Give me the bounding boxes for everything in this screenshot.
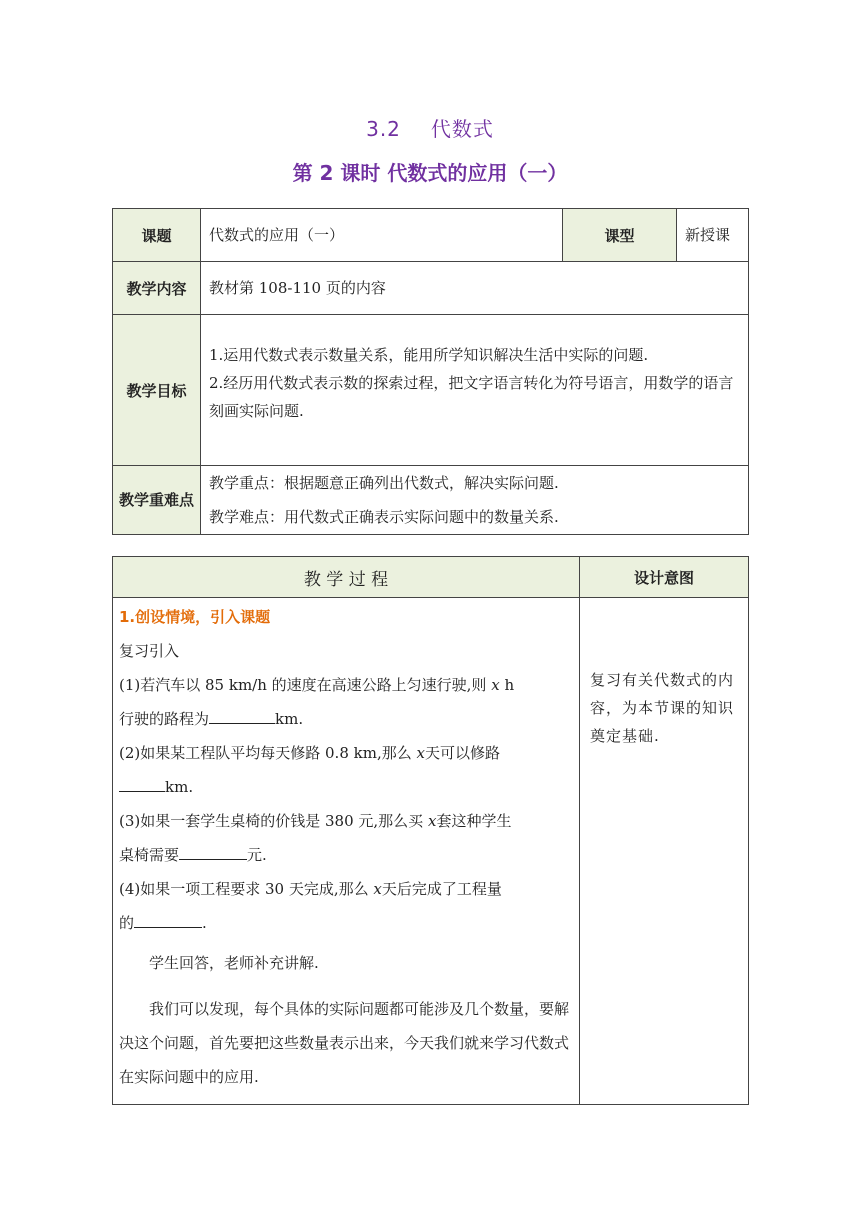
- lesson-title: 第 2 课时 代数式的应用（一）: [292, 161, 568, 185]
- q1-unit: km.: [275, 710, 304, 728]
- q2-var: x: [416, 744, 425, 762]
- focus-label: 教学重难点: [113, 466, 201, 535]
- answer-blank: [209, 705, 275, 724]
- question-3: [119, 804, 573, 872]
- content-value: 教材第 108-110 页的内容: [201, 262, 749, 315]
- focus-cell: [201, 466, 749, 535]
- question-2: [119, 736, 573, 804]
- q4-text-c: 的: [119, 914, 135, 932]
- q3-text-b: 套这种学生: [436, 812, 512, 830]
- process-header: 教 学 过 程: [113, 557, 580, 598]
- lesson-info-table: [112, 208, 749, 535]
- answer-note: 学生回答，老师补充讲解.: [149, 954, 319, 972]
- section-title: 代数式: [430, 117, 494, 141]
- q1-text-b: h: [499, 676, 515, 694]
- content-label: 教学内容: [113, 262, 201, 315]
- key-point: 教学重点：根据题意正确列出代数式，解决实际问题.: [209, 474, 559, 492]
- type-value: 新授课: [677, 209, 749, 262]
- process-content: [113, 598, 580, 1105]
- intent-header: 设计意图: [580, 557, 749, 598]
- topic-value: 代数式的应用（一）: [201, 209, 563, 262]
- goal-item: 1.运用代数式表示数量关系，能用所学知识解决生活中实际的问题.: [209, 346, 649, 364]
- goal-item: 2.经历用代数式表示数的探索过程，把文字语言转化为符号语言，用数学的语言刻画实际问题.: [209, 374, 734, 420]
- q1-text-c: 行驶的路程为: [119, 710, 210, 728]
- answer-blank: [179, 841, 247, 860]
- q4-text-b: 天后完成了工程量: [381, 880, 502, 898]
- section1-title: 1.创设情境，引入课题: [119, 608, 271, 626]
- question-4: [119, 872, 573, 940]
- q2-text: (2)如果某工程队平均每天修路 0.8 km,那么: [119, 744, 412, 762]
- q4-unit: .: [202, 914, 207, 932]
- section-heading: [0, 113, 860, 142]
- q2-text-b: 天可以修路: [424, 744, 500, 762]
- design-intent: 复习有关代数式的内容，为本节课的知识奠定基础.: [590, 671, 735, 745]
- summary-paragraph: 我们可以发现，每个具体的实际问题都可能涉及几个数量，要解决这个问题，首先要把这些数量表示出来，今天我们就来学习代数式在实际问题中的应用.: [119, 1000, 570, 1086]
- type-label: 课型: [563, 209, 677, 262]
- difficult-point: 教学难点：用代数式正确表示实际问题中的数量关系.: [209, 508, 559, 526]
- teaching-process-table: [112, 556, 749, 1105]
- q3-unit: 元.: [247, 846, 267, 864]
- review-label: 复习引入: [119, 642, 180, 660]
- q3-text-c: 桌椅需要: [119, 846, 180, 864]
- answer-blank: [134, 909, 202, 928]
- q4-var: x: [373, 880, 382, 898]
- q4-text: (4)如果一项工程要求 30 天完成,那么: [119, 880, 369, 898]
- q3-var: x: [427, 812, 437, 830]
- answer-blank: [119, 773, 165, 792]
- design-intent-cell: [580, 598, 749, 1105]
- q1-var: x: [491, 676, 500, 694]
- q2-unit: km.: [165, 778, 194, 796]
- q1-text: (1)若汽车以 85 km/h 的速度在高速公路上匀速行驶,则: [119, 676, 487, 694]
- topic-label: 课题: [113, 209, 201, 262]
- question-1: [119, 668, 573, 736]
- goals-label: 教学目标: [113, 315, 201, 466]
- q3-text: (3)如果一套学生桌椅的价钱是 380 元,那么买: [119, 812, 424, 830]
- section-number: 3.2: [366, 117, 401, 141]
- goals-cell: [201, 315, 749, 466]
